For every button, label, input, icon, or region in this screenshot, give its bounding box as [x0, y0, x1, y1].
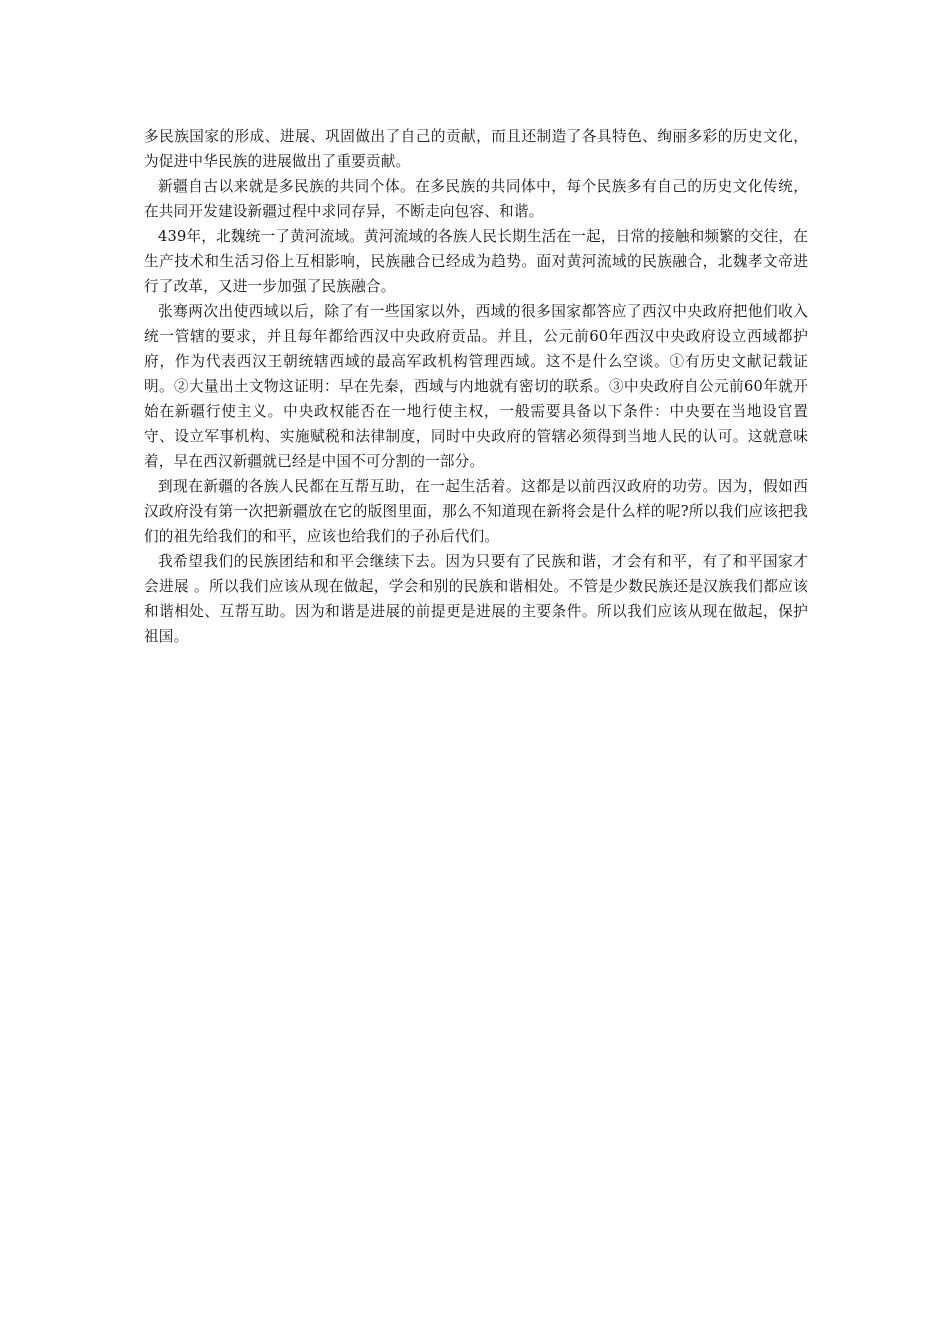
paragraph-6: 我希望我们的民族团结和和平会继续下去。因为只要有了民族和谐，才会有和平，有了和平国家才会进展 。所以我们应该从现在做起，学会和别的民族和谐相处。不管是少数民族还是汉族我们都应该和谐相处、互帮互助。因为和谐是进展的前提更是进展的主要条件。所以我们应该从现在做起，保护祖国。 [144, 553, 808, 645]
document-body [144, 124, 808, 649]
paragraph-3: 439年，北魏统一了黄河流域。黄河流域的各族人民长期生活在一起，日常的接触和频繁的交往，在生产技术和生活习俗上互相影响，民族融合已经成为趋势。面对黄河流域的民族融合，北魏孝文帝进行了改革，又进一步加强了民族融合。 [144, 228, 808, 295]
paragraph-4: 张骞两次出使西域以后，除了有一些国家以外，西域的很多国家都答应了西汉中央政府把他们收入统一管辖的要求，并且每年都给西汉中央政府贡品。并且，公元前60年西汉中央政府设立西域都护府，作为代表西汉王朝统辖西域的最高军政机构管理西域。这不是什么空谈。①有历史文献记载证明。②大量出土文物这证明：早在先秦，西域与内地就有密切的联系。③中央政府自公元前60年就开始在新疆行使主义。中央政权能否在一地行使主权，一般需要具备以下条件：中央要在当地设官置守、设立军事机构、实施赋税和法律制度，同时中央政府的管辖必须得到当地人民的认可。这就意味着，早在西汉新疆就已经是中国不可分割的一部分。 [144, 303, 808, 470]
paragraph-2: 新疆自古以来就是多民族的共同个体。在多民族的共同体中，每个民族多有自己的历史文化传统，在共同开发建设新疆过程中求同存异，不断走向包容、和谐。 [144, 178, 808, 220]
paragraph-1: 多民族国家的形成、进展、巩固做出了自己的贡献，而且还制造了各具特色、绚丽多彩的历史文化，为促进中华民族的进展做出了重要贡献。 [144, 128, 808, 170]
paragraph-5: 到现在新疆的各族人民都在互帮互助，在一起生活着。这都是以前西汉政府的功劳。因为，假如西汉政府没有第一次把新疆放在它的版图里面，那么不知道现在新将会是什么样的呢?所以我们应该把我们的祖先给我们的和平，应该也给我们的子孙后代们。 [144, 478, 808, 545]
